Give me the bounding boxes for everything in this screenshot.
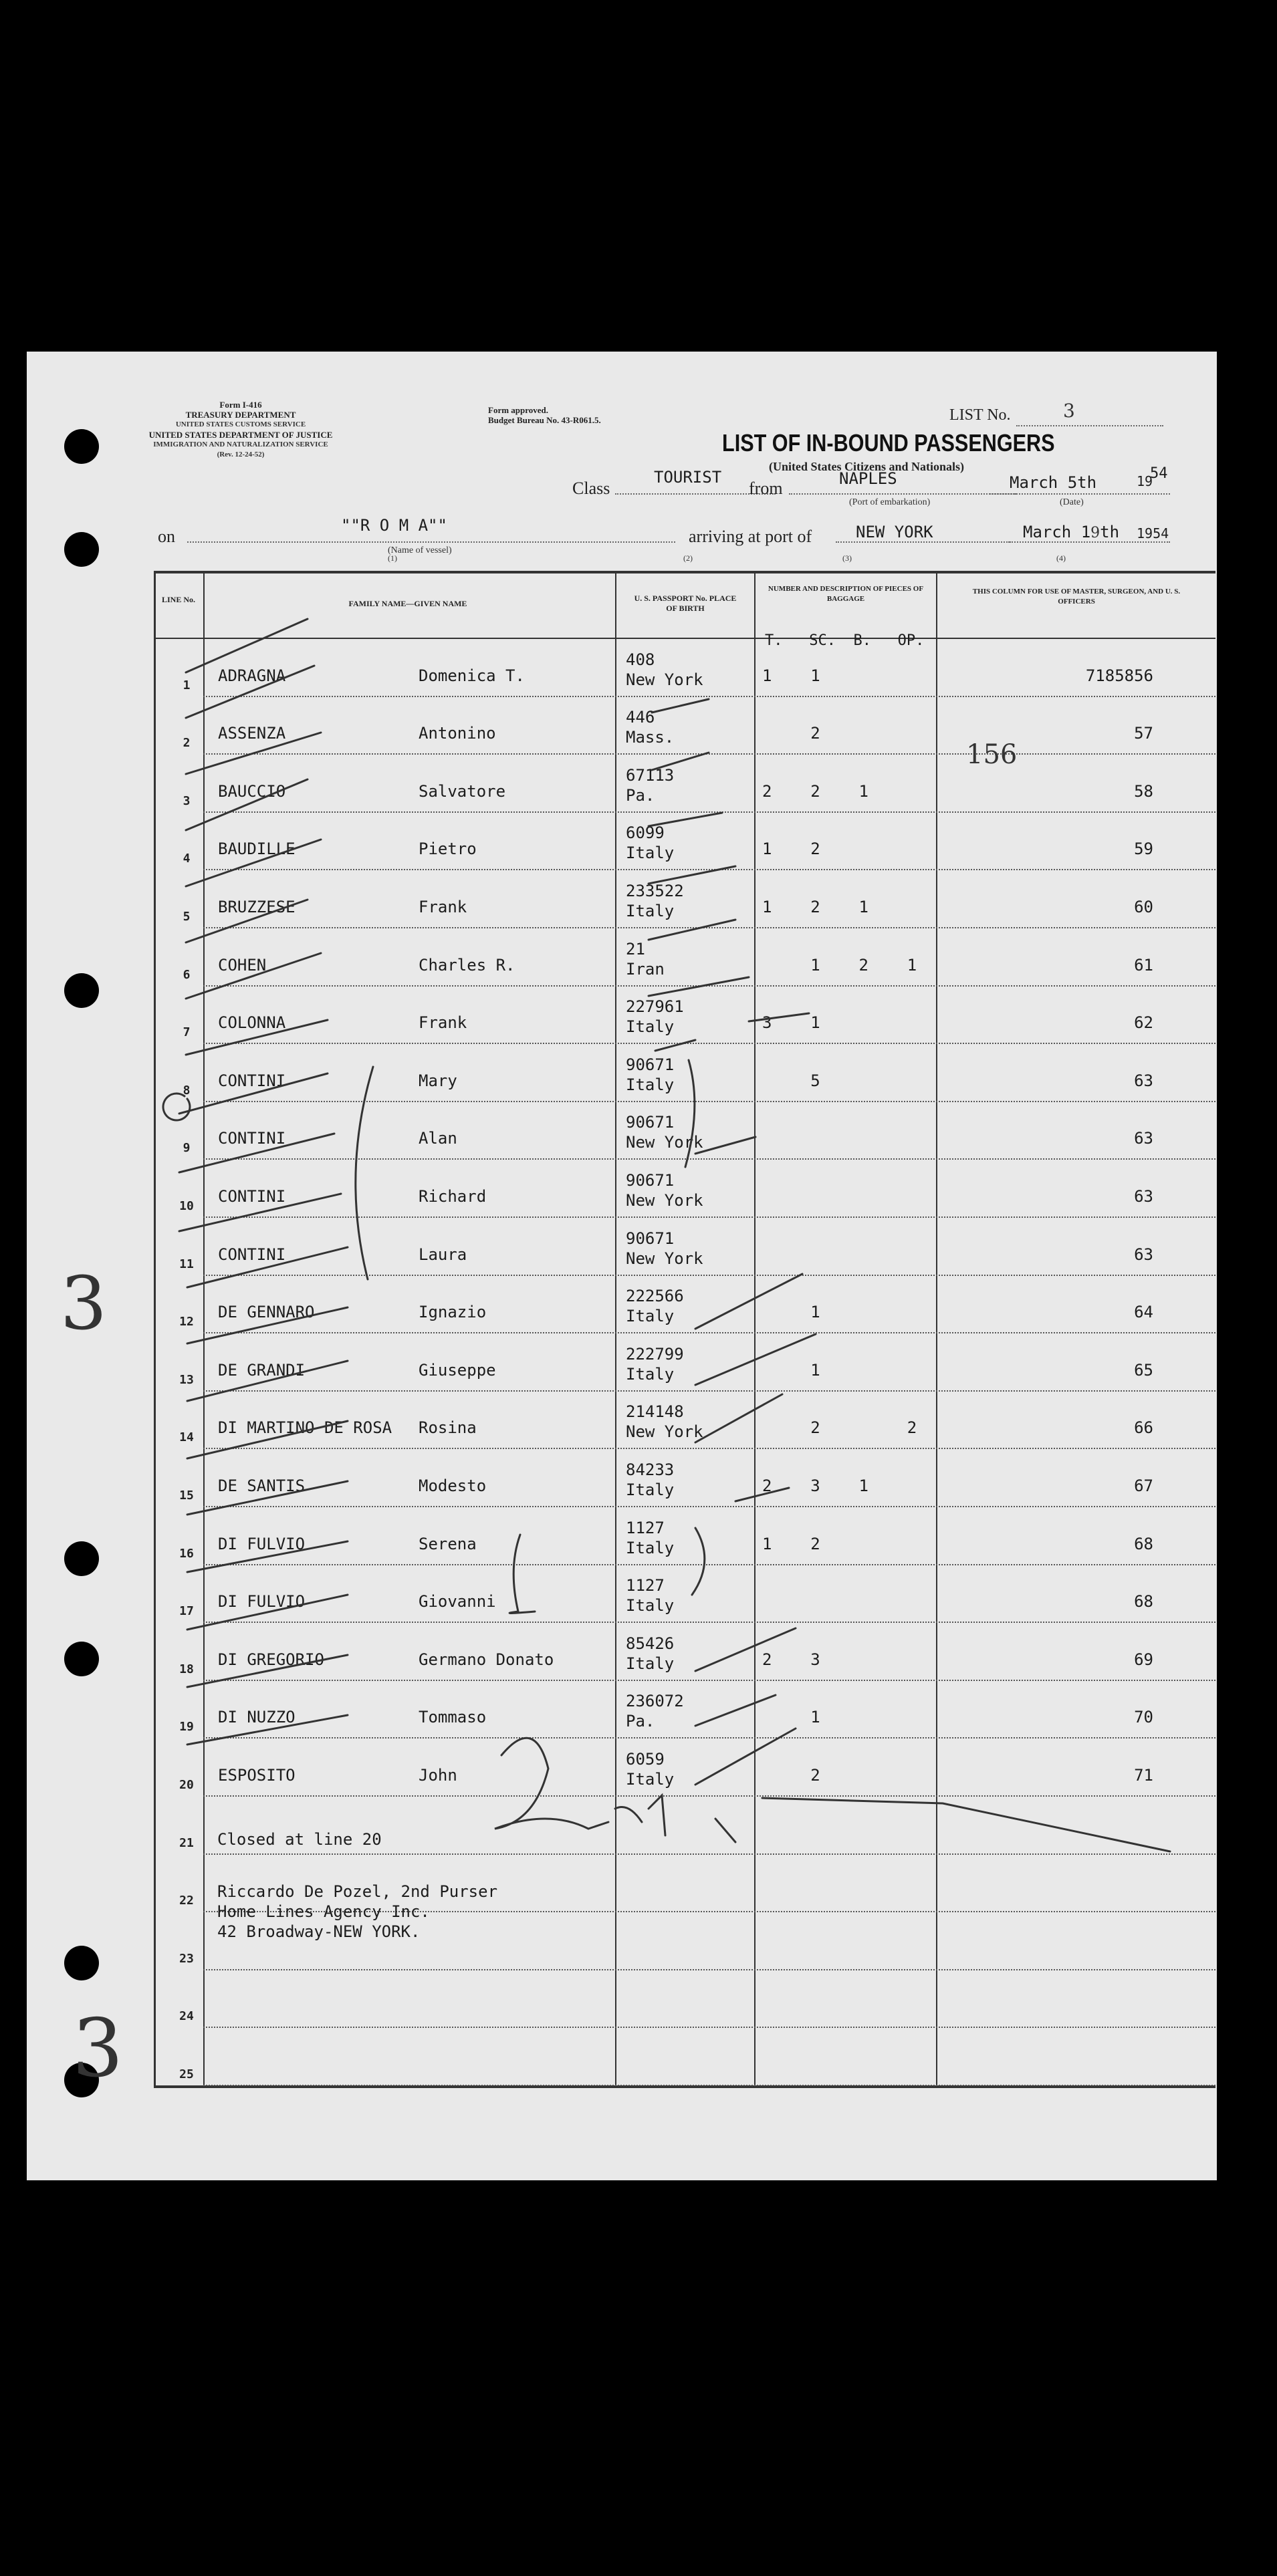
page-title: LIST OF IN-BOUND PASSENGERS bbox=[722, 429, 1055, 457]
date-caption: (Date) bbox=[1060, 497, 1084, 507]
passport-number: 90671 bbox=[626, 1171, 675, 1190]
baggage-count: 1 bbox=[762, 1708, 820, 1727]
header-passport: U. S. PASSPORT No. PLACE OF BIRTH bbox=[634, 594, 737, 613]
family-name: DI MARTINO DE ROSA bbox=[218, 1418, 392, 1438]
form-number: Form I-416 bbox=[219, 400, 262, 410]
family-name: DE SANTIS bbox=[218, 1476, 306, 1495]
baggage-count: 1 2 1 bbox=[762, 955, 917, 975]
given-name: Giovanni bbox=[419, 1592, 496, 1612]
officer-note: 58 bbox=[1134, 781, 1153, 801]
given-name: Serena bbox=[419, 1534, 477, 1553]
on-label: on bbox=[158, 527, 175, 546]
given-name: Frank bbox=[419, 1013, 467, 1033]
revision-label: (Rev. 12-24-52) bbox=[217, 450, 265, 459]
baggage-count: 5 bbox=[762, 1071, 820, 1090]
given-name: Laura bbox=[419, 1245, 467, 1264]
ins-label: IMMIGRATION AND NATURALIZATION SERVICE bbox=[153, 440, 328, 448]
given-name: Modesto bbox=[419, 1476, 487, 1495]
line-number: 19 bbox=[179, 1720, 194, 1734]
port-of-arrival: NEW YORK bbox=[856, 523, 933, 541]
officer-note: 63 bbox=[1134, 1129, 1153, 1148]
margin-mark: 3 bbox=[72, 2003, 124, 2095]
port-of-embarkation: NAPLES bbox=[839, 469, 897, 488]
baggage-column-codes: T. SC. B. OP. bbox=[765, 632, 925, 649]
arrival-year: 1954 bbox=[1137, 525, 1169, 541]
given-name: Rosina bbox=[419, 1418, 477, 1438]
officer-note: 57 bbox=[1134, 724, 1153, 743]
line-number: 8 bbox=[183, 1083, 191, 1098]
agency-line: Home Lines Agency Inc. bbox=[217, 1902, 430, 1921]
family-name: BAUDILLE bbox=[218, 840, 296, 859]
class-value: TOURIST bbox=[654, 468, 722, 487]
officer-note: 69 bbox=[1134, 1650, 1153, 1669]
place-of-birth: New York bbox=[626, 1191, 703, 1210]
line-number: 4 bbox=[183, 852, 191, 866]
family-name: DI FULVIO bbox=[218, 1534, 306, 1553]
passport-number: 1127 bbox=[626, 1576, 665, 1595]
place-of-birth: Pa. bbox=[626, 785, 655, 805]
officer-note: 62 bbox=[1134, 1013, 1153, 1033]
line-number: 21 bbox=[179, 1835, 194, 1850]
passport-number: 90671 bbox=[626, 1113, 675, 1132]
passport-number: 21 bbox=[626, 939, 645, 958]
officer-note: 68 bbox=[1134, 1592, 1153, 1612]
line-number: 9 bbox=[183, 1141, 191, 1156]
officer-note: 64 bbox=[1134, 1303, 1153, 1322]
baggage-count: 2 2 bbox=[762, 1418, 917, 1438]
family-name: COLONNA bbox=[218, 1013, 286, 1033]
officer-note: 61 bbox=[1134, 955, 1153, 975]
line-number: 18 bbox=[179, 1662, 194, 1676]
passport-number: 214148 bbox=[626, 1402, 684, 1422]
given-name: Giuseppe bbox=[419, 1360, 496, 1380]
given-name: John bbox=[419, 1766, 457, 1785]
baggage-count: 1 1 bbox=[762, 666, 820, 685]
passport-number: 227961 bbox=[626, 997, 684, 1017]
margin-mark: 3 bbox=[60, 1261, 107, 1346]
family-name: DI GREGORIO bbox=[218, 1650, 324, 1669]
family-name: DI NUZZO bbox=[218, 1708, 296, 1727]
family-name: CONTINI bbox=[218, 1129, 286, 1148]
given-name: Frank bbox=[419, 898, 467, 916]
vessel-caption: (Name of vessel) bbox=[388, 545, 452, 555]
officer-note: 60 bbox=[1134, 898, 1153, 916]
line-number: 16 bbox=[179, 1546, 194, 1561]
place-of-birth: New York bbox=[626, 1422, 703, 1442]
line-number: 25 bbox=[179, 2067, 194, 2081]
line-number: 7 bbox=[183, 1025, 191, 1040]
place-of-birth: Italy bbox=[626, 1307, 675, 1326]
passport-number: 1127 bbox=[626, 1518, 665, 1537]
given-name: Pietro bbox=[419, 840, 477, 859]
place-of-birth: New York bbox=[626, 1249, 703, 1268]
baggage-count: 2 bbox=[762, 1766, 820, 1785]
address-line: 42 Broadway-NEW YORK. bbox=[217, 1922, 421, 1941]
place-of-birth: Italy bbox=[626, 1654, 675, 1673]
line-number: 22 bbox=[179, 1894, 194, 1908]
place-of-birth: Italy bbox=[626, 902, 675, 920]
list-no-value: 3 bbox=[1063, 400, 1075, 422]
header-name: FAMILY NAME—GIVEN NAME bbox=[348, 599, 467, 608]
place-of-birth: Italy bbox=[626, 844, 675, 863]
manifest-page bbox=[27, 352, 1217, 2180]
family-name: ASSENZA bbox=[218, 724, 286, 743]
baggage-count: 1 2 1 bbox=[762, 898, 868, 916]
col-caption-4: (4) bbox=[1056, 553, 1066, 563]
given-name: Charles R. bbox=[419, 955, 515, 975]
given-name: Richard bbox=[419, 1187, 487, 1206]
passport-number: 84233 bbox=[626, 1460, 675, 1479]
place-of-birth: Italy bbox=[626, 1364, 675, 1384]
page-subtitle: (United States Citizens and Nationals) bbox=[769, 460, 965, 473]
vessel-name: ""R O M A"" bbox=[341, 516, 447, 535]
passport-number: 90671 bbox=[626, 1229, 675, 1248]
officer-note: 71 bbox=[1134, 1766, 1153, 1785]
passport-number: 236072 bbox=[626, 1692, 684, 1711]
col-caption-2: (2) bbox=[683, 553, 693, 563]
place-of-birth: Mass. bbox=[626, 728, 675, 747]
officer-note: 66 bbox=[1134, 1418, 1153, 1438]
passport-number: 90671 bbox=[626, 1055, 675, 1074]
passport-number: 85426 bbox=[626, 1634, 675, 1653]
given-name: Germano Donato bbox=[419, 1650, 554, 1669]
passport-number: 233522 bbox=[626, 882, 684, 900]
given-name: Domenica T. bbox=[419, 666, 525, 685]
header-officers: THIS COLUMN FOR USE OF MASTER, SURGEON, AND U. S. OFFICERS bbox=[972, 588, 1181, 606]
passport-number: 67113 bbox=[626, 765, 675, 785]
baggage-count: 1 bbox=[762, 1303, 820, 1322]
justice-label: UNITED STATES DEPARTMENT OF JUSTICE bbox=[148, 430, 333, 440]
place-of-birth: New York bbox=[626, 1133, 703, 1152]
line-number: 5 bbox=[183, 910, 191, 924]
line-number: 24 bbox=[179, 2009, 194, 2024]
place-of-birth: Italy bbox=[626, 1075, 675, 1094]
line-number: 13 bbox=[179, 1372, 194, 1387]
place-of-birth: Italy bbox=[626, 1017, 675, 1037]
officer-note: 70 bbox=[1134, 1708, 1153, 1727]
line-number: 23 bbox=[179, 1951, 194, 1966]
line-number: 1 bbox=[183, 678, 191, 692]
line-number: 15 bbox=[179, 1489, 194, 1503]
arriving-label: arriving at port of bbox=[689, 527, 812, 546]
officer-note: 65 bbox=[1134, 1360, 1153, 1380]
officer-note: 63 bbox=[1134, 1187, 1153, 1206]
budget-number: Budget Bureau No. 43-R061.5. bbox=[488, 415, 601, 425]
header-baggage: NUMBER AND DESCRIPTION OF PIECES OF BAGGAGE bbox=[768, 585, 924, 603]
officer-note: 68 bbox=[1134, 1534, 1153, 1553]
place-of-birth: New York bbox=[626, 670, 703, 689]
baggage-count: 1 2 bbox=[762, 1534, 820, 1553]
given-name: Salvatore bbox=[419, 781, 506, 801]
line-number: 6 bbox=[183, 967, 191, 982]
family-name: DI FULVIO bbox=[218, 1592, 306, 1612]
officer-note: 7185856 bbox=[1085, 666, 1153, 685]
family-name: COHEN bbox=[218, 955, 267, 975]
line-number: 12 bbox=[179, 1315, 194, 1329]
family-name: BAUCCIO bbox=[218, 781, 286, 801]
class-label: Class bbox=[572, 479, 610, 498]
family-name: ADRAGNA bbox=[218, 666, 286, 685]
baggage-count: 2 bbox=[762, 724, 820, 743]
place-of-birth: Italy bbox=[626, 1538, 675, 1557]
baggage-count: 1 2 bbox=[762, 840, 820, 859]
line-number: 2 bbox=[183, 736, 191, 751]
from-label: from bbox=[749, 479, 783, 498]
place-of-birth: Italy bbox=[626, 1480, 675, 1499]
given-name: Mary bbox=[419, 1071, 457, 1090]
arrival-date: March 19th bbox=[1023, 523, 1120, 541]
officer-note: 59 bbox=[1134, 840, 1153, 859]
line-number: 11 bbox=[179, 1257, 194, 1271]
passport-number: 6099 bbox=[626, 823, 665, 843]
family-name: ESPOSITO bbox=[218, 1766, 296, 1785]
officer-note: 63 bbox=[1134, 1071, 1153, 1090]
given-name: Antonino bbox=[419, 724, 496, 743]
family-name: BRUZZESE bbox=[218, 898, 296, 916]
form-approved: Form approved. bbox=[488, 405, 549, 415]
family-name: CONTINI bbox=[218, 1187, 286, 1206]
family-name: CONTINI bbox=[218, 1245, 286, 1264]
passport-number: 222799 bbox=[626, 1344, 684, 1364]
place-of-birth: Pa. bbox=[626, 1712, 655, 1731]
year-suffix: 54 bbox=[1150, 465, 1168, 482]
family-name: DE GENNARO bbox=[218, 1303, 315, 1322]
place-of-birth: Iran bbox=[626, 959, 665, 979]
family-name: CONTINI bbox=[218, 1071, 286, 1090]
baggage-count: 3 1 bbox=[762, 1013, 820, 1033]
handwritten-marks bbox=[27, 352, 1217, 2180]
passport-number: 446 bbox=[626, 708, 655, 727]
place-of-birth: Italy bbox=[626, 1596, 675, 1616]
baggage-count: 2 3 bbox=[762, 1650, 820, 1669]
passport-number: 408 bbox=[626, 650, 655, 669]
col-caption-1: (1) bbox=[388, 553, 397, 563]
list-no-label: LIST No. bbox=[949, 406, 1011, 424]
baggage-count: 2 2 1 bbox=[762, 781, 868, 801]
officer-total: 156 bbox=[966, 739, 1018, 770]
col-caption-3: (3) bbox=[842, 553, 852, 563]
line-number: 10 bbox=[179, 1199, 194, 1213]
port-caption: (Port of embarkation) bbox=[849, 497, 931, 507]
year-prefix: 19 bbox=[1137, 473, 1153, 489]
family-name: DE GRANDI bbox=[218, 1360, 306, 1380]
closed-note: Closed at line 20 bbox=[217, 1830, 382, 1849]
line-number: 20 bbox=[179, 1778, 194, 1792]
given-name: Alan bbox=[419, 1129, 457, 1148]
departure-date: March 5th bbox=[1010, 473, 1097, 492]
passport-number: 6059 bbox=[626, 1750, 665, 1769]
customs-label: UNITED STATES CUSTOMS SERVICE bbox=[175, 420, 306, 428]
line-number: 17 bbox=[179, 1604, 194, 1619]
given-name: Tommaso bbox=[419, 1708, 487, 1727]
officer-note: 63 bbox=[1134, 1245, 1153, 1264]
baggage-count: 1 bbox=[762, 1360, 820, 1380]
line-number: 3 bbox=[183, 793, 191, 808]
baggage-count: 2 3 1 bbox=[762, 1476, 868, 1495]
given-name: Ignazio bbox=[419, 1303, 487, 1322]
treasury-label: TREASURY DEPARTMENT bbox=[185, 410, 296, 420]
header-line-no: LINE No. bbox=[161, 595, 195, 604]
passport-number: 222566 bbox=[626, 1287, 684, 1306]
place-of-birth: Italy bbox=[626, 1770, 675, 1789]
officer-note: 67 bbox=[1134, 1476, 1153, 1495]
purser-line: Riccardo De Pozel, 2nd Purser bbox=[217, 1882, 498, 1901]
line-number: 14 bbox=[179, 1430, 194, 1445]
